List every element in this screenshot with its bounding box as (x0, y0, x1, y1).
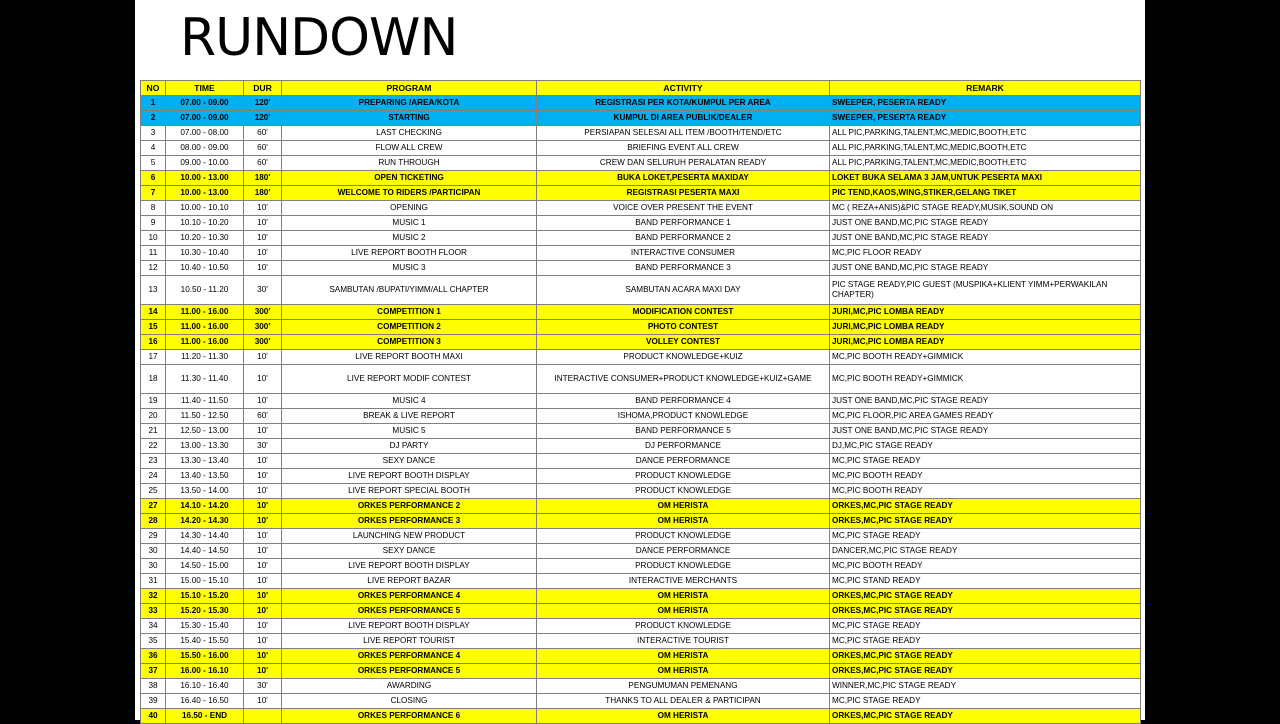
cell-activity: PRODUCT KNOWLEDGE (537, 619, 830, 634)
cell-remark: JURI,MC,PIC LOMBA READY (830, 320, 1141, 335)
cell-no: 37 (141, 664, 166, 679)
cell-remark: MC,PIC STAGE READY (830, 529, 1141, 544)
cell-remark: LOKET BUKA SELAMA 3 JAM,UNTUK PESERTA MAXI (830, 171, 1141, 186)
cell-duration: 30' (244, 679, 282, 694)
table-row (141, 514, 1141, 529)
cell-time: 15.10 - 15.20 (166, 589, 244, 604)
table-row (141, 216, 1141, 231)
cell-activity: OM HERISTA (537, 589, 830, 604)
table-row (141, 305, 1141, 320)
cell-remark: JUST ONE BAND,MC,PIC STAGE READY (830, 216, 1141, 231)
cell-remark: ORKES,MC,PIC STAGE READY (830, 709, 1141, 724)
cell-no: 9 (141, 216, 166, 231)
cell-duration: 60' (244, 156, 282, 171)
cell-time: 10.00 - 13.00 (166, 171, 244, 186)
cell-time: 14.10 - 14.20 (166, 499, 244, 514)
cell-activity: DANCE PERFORMANCE (537, 544, 830, 559)
cell-program: LIVE REPORT BOOTH DISPLAY (282, 469, 537, 484)
cell-duration: 10' (244, 514, 282, 529)
cell-duration: 10' (244, 216, 282, 231)
cell-time: 16.50 - END (166, 709, 244, 724)
cell-no: 35 (141, 634, 166, 649)
table-row (141, 679, 1141, 694)
cell-remark: MC,PIC BOOTH READY (830, 484, 1141, 499)
cell-time: 10.50 - 11.20 (166, 276, 244, 305)
cell-remark: ALL PIC,PARKING,TALENT,MC,MEDIC,BOOTH,ETC (830, 141, 1141, 156)
cell-activity: BAND PERFORMANCE 4 (537, 394, 830, 409)
column-header-dur: DUR (244, 81, 282, 96)
cell-activity: KUMPUL DI AREA PUBLIK/DEALER (537, 111, 830, 126)
cell-remark: MC,PIC STAND READY (830, 574, 1141, 589)
cell-no: 19 (141, 394, 166, 409)
cell-duration: 10' (244, 246, 282, 261)
cell-activity: ISHOMA,PRODUCT KNOWLEDGE (537, 409, 830, 424)
cell-duration: 10' (244, 574, 282, 589)
cell-program: LAUNCHING NEW PRODUCT (282, 529, 537, 544)
cell-time: 16.40 - 16.50 (166, 694, 244, 709)
table-row (141, 261, 1141, 276)
table-row (141, 694, 1141, 709)
table-header (141, 81, 1141, 96)
cell-remark: MC,PIC FLOOR READY (830, 246, 1141, 261)
cell-duration: 10' (244, 484, 282, 499)
cell-duration: 10' (244, 261, 282, 276)
cell-no: 3 (141, 126, 166, 141)
cell-activity: PENGUMUMAN PEMENANG (537, 679, 830, 694)
cell-time: 16.00 - 16.10 (166, 664, 244, 679)
cell-program: RUN THROUGH (282, 156, 537, 171)
table-body (141, 96, 1141, 724)
table-row (141, 529, 1141, 544)
cell-duration (244, 709, 282, 724)
cell-time: 11.50 - 12.50 (166, 409, 244, 424)
cell-duration: 120' (244, 96, 282, 111)
table-row (141, 126, 1141, 141)
table-row (141, 574, 1141, 589)
cell-activity: PRODUCT KNOWLEDGE (537, 559, 830, 574)
cell-program: ORKES PERFORMANCE 5 (282, 664, 537, 679)
cell-remark: MC,PIC FLOOR,PIC AREA GAMES READY (830, 409, 1141, 424)
cell-remark: PIC TEND,KAOS,WING,STIKER,GELANG TIKET (830, 186, 1141, 201)
table-row (141, 544, 1141, 559)
column-header-activity: ACTIVITY (537, 81, 830, 96)
column-header-time: TIME (166, 81, 244, 96)
cell-duration: 10' (244, 619, 282, 634)
cell-program: LIVE REPORT BOOTH DISPLAY (282, 619, 537, 634)
cell-time: 11.00 - 16.00 (166, 320, 244, 335)
cell-no: 16 (141, 335, 166, 350)
cell-activity: PRODUCT KNOWLEDGE (537, 469, 830, 484)
table-row (141, 649, 1141, 664)
cell-program: OPENING (282, 201, 537, 216)
cell-activity: REGISTRASI PER KOTA/KUMPUL PER AREA (537, 96, 830, 111)
table-row (141, 709, 1141, 724)
cell-no: 22 (141, 439, 166, 454)
cell-no: 25 (141, 484, 166, 499)
cell-activity: SAMBUTAN ACARA MAXI DAY (537, 276, 830, 305)
cell-no: 1 (141, 96, 166, 111)
cell-no: 6 (141, 171, 166, 186)
cell-remark: ALL PIC,PARKING,TALENT,MC,MEDIC,BOOTH,ETC (830, 126, 1141, 141)
cell-duration: 10' (244, 589, 282, 604)
cell-duration: 10' (244, 350, 282, 365)
cell-remark: JURI,MC,PIC LOMBA READY (830, 335, 1141, 350)
cell-activity: PRODUCT KNOWLEDGE (537, 529, 830, 544)
cell-program: LIVE REPORT MODIF CONTEST (282, 365, 537, 394)
cell-duration: 180' (244, 171, 282, 186)
table-row (141, 634, 1141, 649)
cell-time: 16.10 - 16.40 (166, 679, 244, 694)
cell-time: 14.50 - 15.00 (166, 559, 244, 574)
cell-time: 13.50 - 14.00 (166, 484, 244, 499)
table-row (141, 619, 1141, 634)
cell-program: COMPETITION 3 (282, 335, 537, 350)
cell-program: ORKES PERFORMANCE 4 (282, 649, 537, 664)
cell-duration: 10' (244, 424, 282, 439)
cell-program: LIVE REPORT BAZAR (282, 574, 537, 589)
cell-remark: ORKES,MC,PIC STAGE READY (830, 514, 1141, 529)
cell-duration: 180' (244, 186, 282, 201)
cell-time: 13.40 - 13.50 (166, 469, 244, 484)
cell-time: 13.00 - 13.30 (166, 439, 244, 454)
rundown-table-container (140, 80, 1140, 724)
cell-time: 11.20 - 11.30 (166, 350, 244, 365)
table-header-row (141, 81, 1141, 96)
cell-program: LIVE REPORT SPECIAL BOOTH (282, 484, 537, 499)
cell-program: LAST CHECKING (282, 126, 537, 141)
cell-program: FLOW ALL CREW (282, 141, 537, 156)
cell-activity: OM HERISTA (537, 499, 830, 514)
cell-remark: ORKES,MC,PIC STAGE READY (830, 664, 1141, 679)
cell-duration: 10' (244, 559, 282, 574)
cell-remark: MC ( REZA+ANIS)&PIC STAGE READY,MUSIK,SOUND ON (830, 201, 1141, 216)
cell-activity: OM HERISTA (537, 709, 830, 724)
cell-activity: BAND PERFORMANCE 2 (537, 231, 830, 246)
table-row (141, 469, 1141, 484)
cell-duration: 300' (244, 320, 282, 335)
cell-remark: JURI,MC,PIC LOMBA READY (830, 305, 1141, 320)
cell-activity: OM HERISTA (537, 649, 830, 664)
cell-activity: INTERACTIVE MERCHANTS (537, 574, 830, 589)
column-header-no: NO (141, 81, 166, 96)
cell-activity: DJ PERFORMANCE (537, 439, 830, 454)
cell-activity: OM HERISTA (537, 604, 830, 619)
cell-time: 10.00 - 10.10 (166, 201, 244, 216)
table-row (141, 365, 1141, 394)
cell-activity: REGISTRASI PESERTA MAXI (537, 186, 830, 201)
cell-remark: MC,PIC STAGE READY (830, 694, 1141, 709)
cell-remark: JUST ONE BAND,MC,PIC STAGE READY (830, 261, 1141, 276)
cell-activity: BAND PERFORMANCE 5 (537, 424, 830, 439)
cell-activity: DANCE PERFORMANCE (537, 454, 830, 469)
cell-activity: BAND PERFORMANCE 3 (537, 261, 830, 276)
cell-no: 13 (141, 276, 166, 305)
cell-no: 10 (141, 231, 166, 246)
rundown-table (140, 80, 1141, 724)
cell-remark: ORKES,MC,PIC STAGE READY (830, 499, 1141, 514)
page-title: RUNDOWN (180, 8, 458, 68)
cell-program: CLOSING (282, 694, 537, 709)
cell-remark: ORKES,MC,PIC STAGE READY (830, 589, 1141, 604)
cell-time: 13.30 - 13.40 (166, 454, 244, 469)
cell-remark: MC,PIC STAGE READY (830, 619, 1141, 634)
cell-no: 31 (141, 574, 166, 589)
cell-program: MUSIC 1 (282, 216, 537, 231)
cell-program: STARTING (282, 111, 537, 126)
cell-activity: BRIEFING EVENT ALL CREW (537, 141, 830, 156)
cell-program: ORKES PERFORMANCE 3 (282, 514, 537, 529)
cell-no: 32 (141, 589, 166, 604)
cell-remark: MC,PIC BOOTH READY (830, 559, 1141, 574)
cell-no: 38 (141, 679, 166, 694)
cell-no: 14 (141, 305, 166, 320)
cell-program: MUSIC 5 (282, 424, 537, 439)
cell-duration: 10' (244, 649, 282, 664)
cell-program: LIVE REPORT TOURIST (282, 634, 537, 649)
table-row (141, 484, 1141, 499)
cell-time: 10.10 - 10.20 (166, 216, 244, 231)
cell-remark: MC,PIC STAGE READY (830, 454, 1141, 469)
cell-time: 07.00 - 08.00 (166, 126, 244, 141)
cell-program: ORKES PERFORMANCE 5 (282, 604, 537, 619)
cell-no: 15 (141, 320, 166, 335)
cell-activity: PERSIAPAN SELESAI ALL ITEM /BOOTH/TEND/ETC (537, 126, 830, 141)
table-row (141, 141, 1141, 156)
table-row (141, 394, 1141, 409)
cell-time: 11.40 - 11.50 (166, 394, 244, 409)
cell-activity: INTERACTIVE CONSUMER (537, 246, 830, 261)
table-row (141, 604, 1141, 619)
table-row (141, 335, 1141, 350)
cell-time: 14.30 - 14.40 (166, 529, 244, 544)
cell-program: ORKES PERFORMANCE 2 (282, 499, 537, 514)
cell-activity: PRODUCT KNOWLEDGE+KUIZ (537, 350, 830, 365)
cell-time: 08.00 - 09.00 (166, 141, 244, 156)
cell-no: 39 (141, 694, 166, 709)
cell-no: 28 (141, 514, 166, 529)
table-row (141, 276, 1141, 305)
cell-duration: 30' (244, 439, 282, 454)
table-row (141, 156, 1141, 171)
cell-remark: JUST ONE BAND,MC,PIC STAGE READY (830, 394, 1141, 409)
cell-no: 20 (141, 409, 166, 424)
cell-duration: 10' (244, 231, 282, 246)
cell-time: 10.30 - 10.40 (166, 246, 244, 261)
cell-no: 17 (141, 350, 166, 365)
cell-activity: PRODUCT KNOWLEDGE (537, 484, 830, 499)
cell-program: MUSIC 4 (282, 394, 537, 409)
cell-duration: 10' (244, 469, 282, 484)
column-header-program: PROGRAM (282, 81, 537, 96)
table-row (141, 111, 1141, 126)
cell-program: DJ PARTY (282, 439, 537, 454)
cell-activity: BUKA LOKET,PESERTA MAXIDAY (537, 171, 830, 186)
cell-program: AWARDING (282, 679, 537, 694)
cell-time: 15.20 - 15.30 (166, 604, 244, 619)
cell-time: 15.40 - 15.50 (166, 634, 244, 649)
cell-time: 14.20 - 14.30 (166, 514, 244, 529)
cell-remark: DJ,MC,PIC STAGE READY (830, 439, 1141, 454)
cell-duration: 30' (244, 276, 282, 305)
cell-no: 12 (141, 261, 166, 276)
cell-time: 07.00 - 09.00 (166, 111, 244, 126)
table-row (141, 409, 1141, 424)
cell-activity: BAND PERFORMANCE 1 (537, 216, 830, 231)
column-header-remark: REMARK (830, 81, 1141, 96)
cell-duration: 60' (244, 126, 282, 141)
cell-duration: 10' (244, 664, 282, 679)
cell-activity: INTERACTIVE CONSUMER+PRODUCT KNOWLEDGE+KUIZ+GAME (537, 365, 830, 394)
cell-time: 10.20 - 10.30 (166, 231, 244, 246)
cell-program: MUSIC 2 (282, 231, 537, 246)
cell-remark: ORKES,MC,PIC STAGE READY (830, 604, 1141, 619)
cell-time: 11.00 - 16.00 (166, 305, 244, 320)
cell-duration: 10' (244, 604, 282, 619)
cell-no: 11 (141, 246, 166, 261)
cell-program: MUSIC 3 (282, 261, 537, 276)
cell-remark: MC,PIC STAGE READY (830, 634, 1141, 649)
cell-no: 7 (141, 186, 166, 201)
cell-no: 23 (141, 454, 166, 469)
cell-remark: SWEEPER, PESERTA READY (830, 96, 1141, 111)
table-row (141, 320, 1141, 335)
cell-no: 30 (141, 559, 166, 574)
cell-time: 10.40 - 10.50 (166, 261, 244, 276)
table-row (141, 171, 1141, 186)
cell-time: 14.40 - 14.50 (166, 544, 244, 559)
cell-duration: 300' (244, 305, 282, 320)
table-row (141, 350, 1141, 365)
cell-duration: 120' (244, 111, 282, 126)
cell-activity: OM HERISTA (537, 664, 830, 679)
cell-activity: VOLLEY CONTEST (537, 335, 830, 350)
table-row (141, 231, 1141, 246)
cell-program: ORKES PERFORMANCE 4 (282, 589, 537, 604)
cell-activity: OM HERISTA (537, 514, 830, 529)
cell-remark: JUST ONE BAND,MC,PIC STAGE READY (830, 424, 1141, 439)
table-row (141, 96, 1141, 111)
cell-time: 11.30 - 11.40 (166, 365, 244, 394)
cell-remark: DANCER,MC,PIC STAGE READY (830, 544, 1141, 559)
cell-activity: VOICE OVER PRESENT THE EVENT (537, 201, 830, 216)
cell-program: PREPARING /AREA/KOTA (282, 96, 537, 111)
cell-duration: 10' (244, 694, 282, 709)
cell-no: 2 (141, 111, 166, 126)
cell-duration: 10' (244, 454, 282, 469)
cell-remark: JUST ONE BAND,MC,PIC STAGE READY (830, 231, 1141, 246)
cell-duration: 10' (244, 634, 282, 649)
cell-no: 24 (141, 469, 166, 484)
cell-program: COMPETITION 1 (282, 305, 537, 320)
cell-no: 34 (141, 619, 166, 634)
cell-duration: 10' (244, 529, 282, 544)
cell-no: 29 (141, 529, 166, 544)
cell-time: 15.50 - 16.00 (166, 649, 244, 664)
cell-remark: MC,PIC BOOTH READY+GIMMICK (830, 350, 1141, 365)
table-row (141, 246, 1141, 261)
cell-activity: CREW DAN SELURUH PERALATAN READY (537, 156, 830, 171)
slide-canvas (135, 0, 1145, 720)
cell-remark: MC,PIC BOOTH READY+GIMMICK (830, 365, 1141, 394)
cell-time: 12.50 - 13.00 (166, 424, 244, 439)
cell-remark: WINNER,MC,PIC STAGE READY (830, 679, 1141, 694)
cell-program: SEXY DANCE (282, 544, 537, 559)
cell-activity: INTERACTIVE TOURIST (537, 634, 830, 649)
cell-time: 11.00 - 16.00 (166, 335, 244, 350)
cell-no: 5 (141, 156, 166, 171)
cell-activity: PHOTO CONTEST (537, 320, 830, 335)
table-row (141, 499, 1141, 514)
table-row (141, 559, 1141, 574)
cell-time: 15.00 - 15.10 (166, 574, 244, 589)
cell-duration: 10' (244, 201, 282, 216)
cell-remark: PIC STAGE READY,PIC GUEST (MUSPIKA+KLIENT YIMM+PERWAKILAN CHAPTER) (830, 276, 1141, 305)
cell-program: LIVE REPORT BOOTH FLOOR (282, 246, 537, 261)
cell-program: LIVE REPORT BOOTH DISPLAY (282, 559, 537, 574)
cell-program: OPEN TICKETING (282, 171, 537, 186)
table-row (141, 201, 1141, 216)
cell-no: 36 (141, 649, 166, 664)
cell-time: 09.00 - 10.00 (166, 156, 244, 171)
cell-remark: ALL PIC,PARKING,TALENT,MC,MEDIC,BOOTH,ETC (830, 156, 1141, 171)
cell-no: 8 (141, 201, 166, 216)
table-row (141, 589, 1141, 604)
cell-activity: MODIFICATION CONTEST (537, 305, 830, 320)
table-row (141, 454, 1141, 469)
cell-no: 21 (141, 424, 166, 439)
table-row (141, 424, 1141, 439)
cell-remark: SWEEPER, PESERTA READY (830, 111, 1141, 126)
cell-no: 33 (141, 604, 166, 619)
cell-no: 40 (141, 709, 166, 724)
cell-program: ORKES PERFORMANCE 6 (282, 709, 537, 724)
cell-program: BREAK & LIVE REPORT (282, 409, 537, 424)
cell-program: SAMBUTAN /BUPATI/YIMM/ALL CHAPTER (282, 276, 537, 305)
cell-time: 15.30 - 15.40 (166, 619, 244, 634)
table-row (141, 439, 1141, 454)
cell-no: 27 (141, 499, 166, 514)
cell-no: 30 (141, 544, 166, 559)
cell-program: WELCOME TO RIDERS /PARTICIPAN (282, 186, 537, 201)
table-row (141, 186, 1141, 201)
cell-duration: 60' (244, 409, 282, 424)
cell-activity: THANKS TO ALL DEALER & PARTICIPAN (537, 694, 830, 709)
cell-time: 10.00 - 13.00 (166, 186, 244, 201)
cell-remark: ORKES,MC,PIC STAGE READY (830, 649, 1141, 664)
cell-program: SEXY DANCE (282, 454, 537, 469)
cell-no: 18 (141, 365, 166, 394)
table-row (141, 664, 1141, 679)
cell-program: COMPETITION 2 (282, 320, 537, 335)
cell-duration: 60' (244, 141, 282, 156)
cell-duration: 10' (244, 499, 282, 514)
cell-duration: 300' (244, 335, 282, 350)
cell-no: 4 (141, 141, 166, 156)
cell-duration: 10' (244, 544, 282, 559)
cell-time: 07.00 - 09.00 (166, 96, 244, 111)
cell-duration: 10' (244, 365, 282, 394)
cell-remark: MC,PIC BOOTH READY (830, 469, 1141, 484)
cell-program: LIVE REPORT BOOTH MAXI (282, 350, 537, 365)
cell-duration: 10' (244, 394, 282, 409)
